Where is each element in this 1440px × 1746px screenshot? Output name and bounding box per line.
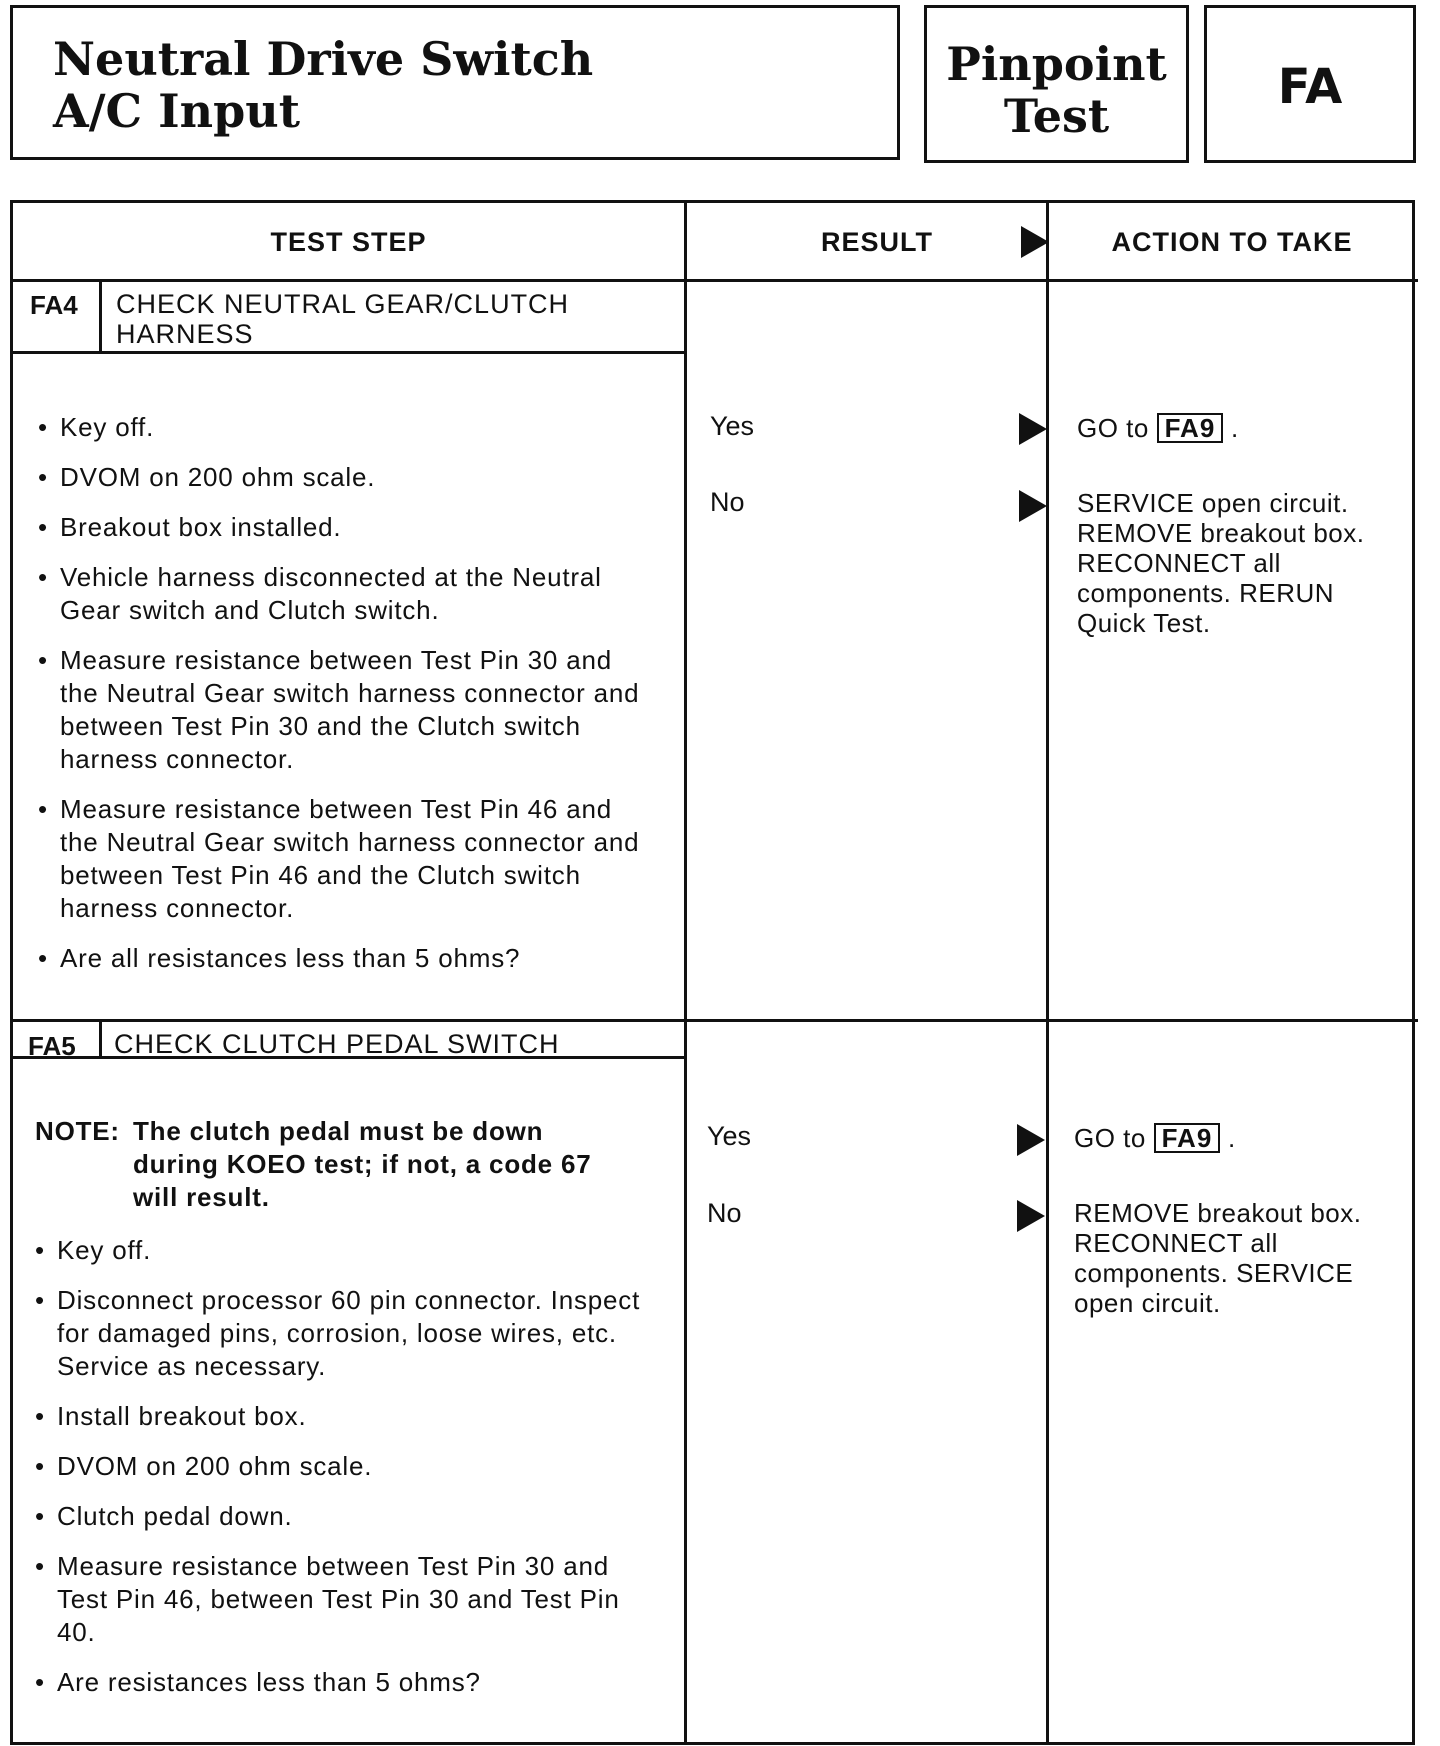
list-item: • Key off. [33,1234,653,1267]
step-bullets-fa5 [33,1234,653,1716]
page-title-line1: Neutral Drive Switch [53,32,594,86]
result-yes-fa4: Yes [710,411,755,441]
row-divider [13,1019,1418,1022]
list-item: • Measure resistance between Test Pin 30 and Test Pin 46, between Test Pin 30 and Test Pin 40. [33,1550,653,1649]
action-go-to: GO to [1077,413,1149,443]
result-arrow-icon [1019,490,1047,522]
step-title-fa4-line1: CHECK NEUTRAL GEAR/CLUTCH [116,289,570,319]
step-note-fa5 [35,1115,655,1215]
action-no-fa4: SERVICE open circuit. REMOVE breakout box. RECONNECT all components. RERUN Quick Test. [1077,488,1365,638]
result-yes-fa5: Yes [707,1121,752,1151]
list-item: • DVOM on 200 ohm scale. [36,461,656,494]
list-item: • Disconnect processor 60 pin connector. Inspect for damaged pins, corrosion, loose wires, etc. Service as necessary. [33,1284,653,1383]
list-item: • Breakout box installed. [36,511,656,544]
action-period: . [1228,1123,1236,1153]
step-id-fa5: FA5 [28,1031,76,1061]
action-go-to: GO to [1074,1123,1146,1153]
header-test-step: TEST STEP [270,227,427,257]
result-arrow-icon [1017,1124,1045,1156]
list-item: • Clutch pedal down. [33,1500,653,1533]
step-title-fa4 [116,289,569,349]
step-id-divider-fa4 [99,279,102,352]
list-item: • DVOM on 200 ohm scale. [33,1450,653,1483]
list-item: • Measure resistance between Test Pin 30 and the Neutral Gear switch harness connector and between Test Pin 30 and the Clutch switch harness connector. [36,644,656,776]
list-item: • Measure resistance between Test Pin 46 and the Neutral Gear switch harness connector and between Test Pin 46 and the Clutch switch harness connector. [36,793,656,925]
test-code: FA [1277,59,1343,115]
test-code-box [1204,5,1416,163]
pinpoint-label: Pinpoint [946,37,1167,91]
list-item: • Install breakout box. [33,1400,653,1433]
result-arrow-icon [1017,1200,1045,1232]
result-no-fa5: No [707,1198,742,1228]
step-ref-fa9: FA9 [1157,413,1224,443]
list-item: • Vehicle harness disconnected at the Neutral Gear switch and Clutch switch. [36,561,656,627]
list-item: • Key off. [36,411,656,444]
step-bullets-fa4 [36,411,656,992]
step-id-divider-fa5 [99,1019,102,1057]
test-table [10,200,1415,1745]
action-period: . [1231,413,1239,443]
test-label: Test [1003,89,1110,143]
step-title-divider-fa4 [13,351,684,354]
action-no-fa5: REMOVE breakout box. RECONNECT all components. SERVICE open circuit. [1074,1198,1362,1318]
header-result: RESULT [821,227,933,257]
header-arrow-icon [1021,226,1049,258]
step-ref-fa9: FA9 [1154,1123,1221,1153]
action-yes-fa4 [1077,413,1407,443]
note-label: NOTE: [35,1116,120,1146]
page-title-line2: A/C Input [53,84,300,138]
step-title-divider-fa5 [13,1056,684,1059]
action-yes-fa5 [1074,1123,1404,1153]
title-box [10,5,900,160]
step-title-fa4-line2: HARNESS [116,319,254,349]
result-no-fa4: No [710,487,745,517]
step-title-fa5: CHECK CLUTCH PEDAL SWITCH [114,1029,560,1059]
header-action: ACTION TO TAKE [1111,227,1353,257]
step-id-fa4: FA4 [30,290,78,320]
column-divider-1 [684,203,687,1742]
note-text: The clutch pedal must be down during KOEO test; if not, a code 67 will result. [133,1116,592,1212]
pinpoint-test-box [924,5,1189,163]
header-divider [13,279,1418,282]
list-item: • Are all resistances less than 5 ohms? [36,942,656,975]
list-item: • Are resistances less than 5 ohms? [33,1666,653,1699]
result-arrow-icon [1019,413,1047,445]
